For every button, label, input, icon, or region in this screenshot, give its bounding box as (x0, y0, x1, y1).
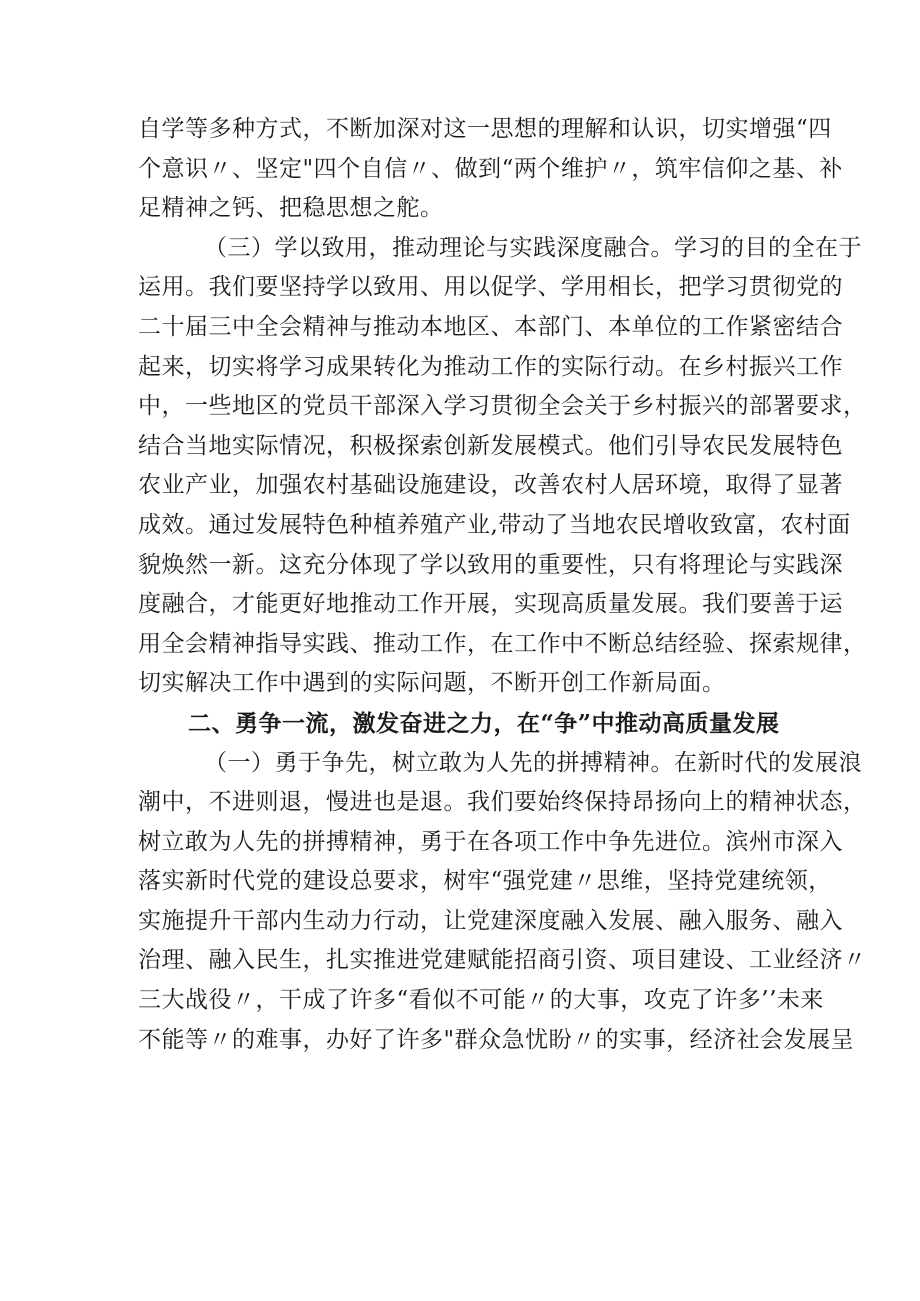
paragraph-c-line-4: 落实新时代党的建设总要求，树牢“强党建〃思维，坚持党建统领， (138, 868, 832, 895)
paragraph-c-line-1: （一）勇于争先，树立敢为人先的拼搏精神。在新时代的发展浪 (204, 749, 862, 776)
paragraph-b-line-3: 二十届三中全会精神与推动本地区、本部门、本单位的工作紧密结合 (138, 313, 843, 340)
paragraph-c-line-5: 实施提升干部内生动力行动，让党建深度融入发展、融入服务、融入 (138, 907, 843, 934)
paragraph-a-line-1: 自学等多种方式，不断加深对这一思想的理解和认识，切实增强“四 (138, 116, 832, 142)
paragraph-b-line-7: 农业产业，加强农村基础设施建设，改善农村人居环境，取得了显著 (138, 472, 843, 499)
paragraph-c-line-8: 不能等〃的难事，办好了许多"群众急忧盼〃的实事，经济社会发展呈 (138, 1026, 855, 1053)
paragraph-c-line-7: 三大战役〃，干成了许多“看似不可能〃的大事，攻克了许多’’未来 (138, 987, 824, 1014)
paragraph-b-line-5: 中，一些地区的党员干部深入学习贯彻全会关于乡村振兴的部署要求， (138, 393, 867, 420)
paragraph-c-line-2: 潮中，不进则退，慢进也是退。我们要始终保持昂扬向上的精神状态， (138, 789, 867, 816)
document-body (138, 110, 867, 1060)
section-heading: 二、勇争一流，激发奋进之力，在“争”中推动高质量发展 (188, 709, 780, 737)
paragraph-a-line-3: 足精神之钙、把稳思想之舵。 (138, 195, 444, 222)
paragraph-c-line-6: 治理、融入民生，扎实推进党建赋能招商引资、项目建设、工业经济〃 (138, 947, 867, 974)
paragraph-b-line-2: 运用。我们要坚持学以致用、用以促学、学用相长，把学习贯彻党的 (138, 274, 843, 301)
paragraph-c-line-3: 树立敢为人先的拼搏精神，勇于在各项工作中争先进位。滨州市深入 (138, 828, 843, 855)
paragraph-b-line-9: 貌焕然一新。这充分体现了学以致用的重要性，只有将理论与实践深 (138, 551, 843, 578)
paragraph-b-line-11: 用全会精神指导实践、推动工作，在工作中不断总结经验、探索规律， (138, 630, 867, 657)
paragraph-b-line-10: 度融合，才能更好地推动工作开展，实现高质量发展。我们要善于运 (138, 591, 843, 618)
paragraph-b-line-1: （三）学以致用，推动理论与实践深度融合。学习的目的全在于 (204, 234, 862, 261)
paragraph-b-line-8: 成效。通过发展特色种植养殖产业,带动了当地农民增收致富，农村面 (138, 511, 851, 538)
paragraph-b-line-6: 结合当地实际情况，积极探索创新发展模式。他们引导农民发展特色 (138, 432, 843, 459)
paragraph-a-line-2: 个意识〃、坚定"四个自信〃、做到“两个维护〃，筑牢信仰之基、补 (138, 155, 843, 182)
paragraph-b-line-12: 切实解决工作中遇到的实际问题，不断开创工作新局面。 (138, 670, 726, 697)
paragraph-b-line-4: 起来，切实将学习成果转化为推动工作的实际行动。在乡村振兴工作 (138, 353, 843, 380)
